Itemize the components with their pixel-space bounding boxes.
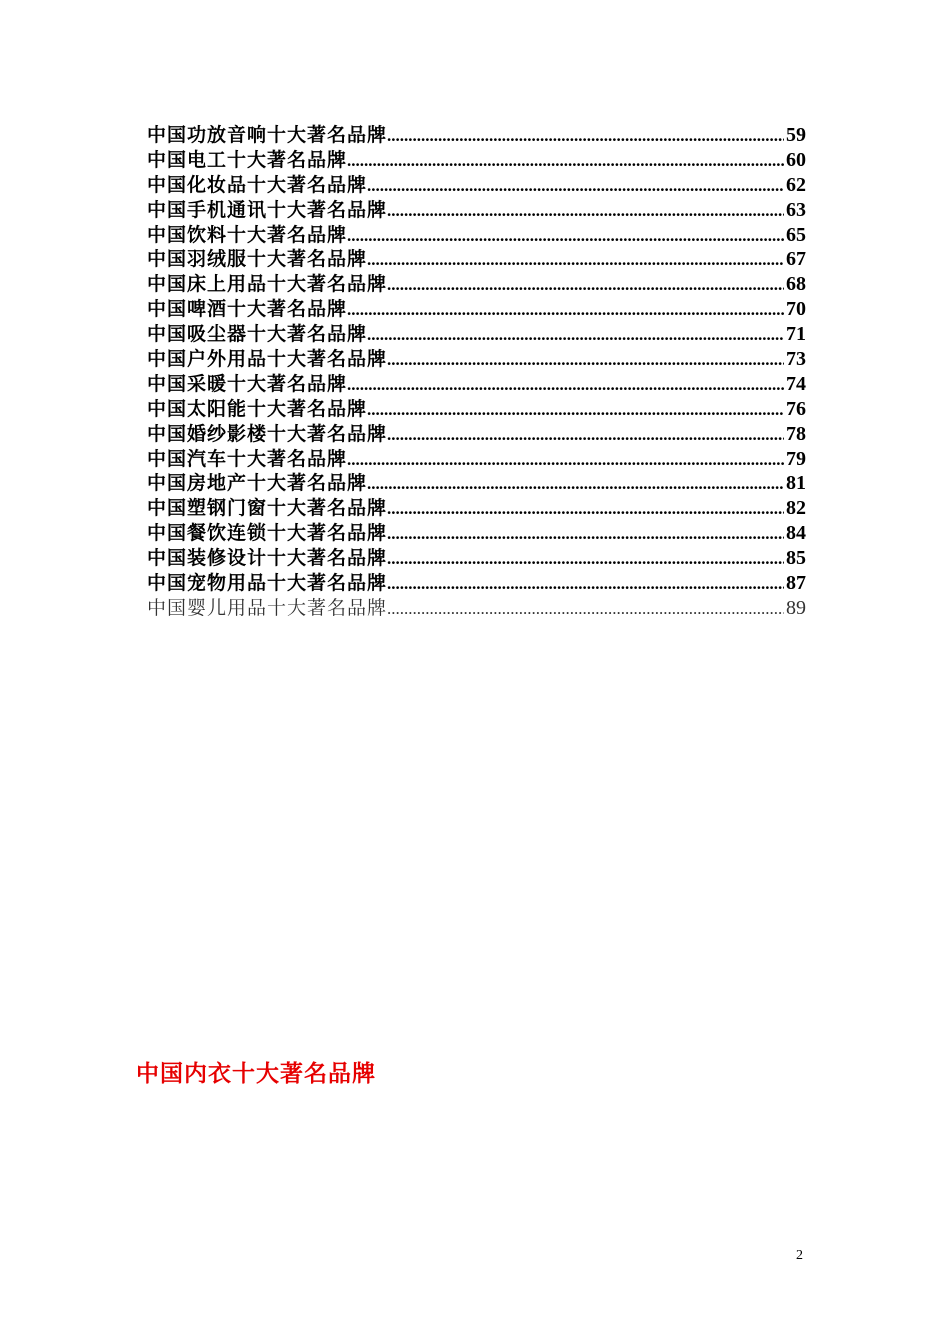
toc-dot-leader (387, 423, 784, 447)
toc-entry-page: 59 (786, 124, 806, 146)
toc-entry-page: 73 (786, 348, 806, 371)
toc-entry[interactable] (147, 173, 806, 198)
toc-entry-page: 62 (786, 173, 806, 196)
toc-entry-page: 74 (786, 372, 806, 395)
toc-entry-page: 87 (786, 572, 806, 595)
toc-entry[interactable] (147, 198, 806, 223)
toc-entry-title: 中国羽绒服十大著名品牌 (147, 248, 368, 271)
toc-dot-leader (367, 323, 784, 347)
toc-entry-title: 中国餐饮连锁十大著名品牌 (147, 522, 388, 545)
toc-entry[interactable] (147, 123, 806, 148)
toc-entry-page: 68 (786, 273, 806, 296)
toc-entry-title: 中国啤酒十大著名品牌 (147, 298, 348, 321)
toc-dot-leader (367, 248, 784, 272)
toc-entry-title: 中国化妆品十大著名品牌 (147, 173, 368, 196)
toc-entry-title: 中国手机通讯十大著名品牌 (147, 198, 388, 221)
toc-entry[interactable] (147, 347, 806, 372)
toc-entry-title: 中国太阳能十大著名品牌 (147, 397, 368, 420)
toc-entry[interactable] (147, 297, 806, 322)
toc-entry[interactable] (147, 596, 806, 621)
toc-entry[interactable] (147, 471, 806, 496)
toc-dot-leader (387, 547, 784, 571)
toc-entry-page: 70 (786, 298, 806, 321)
toc-entry[interactable] (147, 546, 806, 571)
toc-entry-title: 中国汽车十大著名品牌 (147, 447, 348, 470)
toc-entry[interactable] (147, 223, 806, 248)
toc-entry-page: 65 (786, 223, 806, 246)
toc-dot-leader (347, 373, 784, 397)
table-of-contents (147, 123, 806, 621)
toc-entry-page: 79 (786, 447, 806, 470)
toc-entry[interactable] (147, 397, 806, 422)
toc-entry-title: 中国婚纱影楼十大著名品牌 (147, 422, 388, 445)
toc-dot-leader (347, 224, 784, 248)
toc-entry-title: 中国吸尘器十大著名品牌 (147, 323, 368, 346)
toc-entry[interactable] (147, 247, 806, 272)
toc-entry[interactable] (147, 322, 806, 347)
toc-dot-leader (387, 273, 784, 297)
toc-entry-page: 89 (786, 596, 806, 619)
toc-entry[interactable] (147, 521, 806, 546)
page-number: 2 (796, 1248, 803, 1263)
toc-dot-leader (367, 472, 784, 496)
toc-dot-leader (347, 149, 784, 173)
toc-entry-page: 63 (786, 198, 806, 221)
toc-entry-page: 78 (786, 422, 806, 445)
toc-entry-page: 85 (786, 547, 806, 570)
toc-entry-page: 67 (786, 248, 806, 271)
toc-entry[interactable] (147, 372, 806, 397)
toc-entry-title: 中国饮料十大著名品牌 (147, 223, 348, 246)
toc-dot-leader (387, 124, 784, 148)
toc-entry[interactable] (147, 496, 806, 521)
toc-entry[interactable] (147, 148, 806, 173)
toc-dot-leader (347, 448, 784, 472)
toc-entry-title: 中国房地产十大著名品牌 (147, 472, 368, 495)
toc-dot-leader (367, 398, 784, 422)
toc-entry-title: 中国宠物用品十大著名品牌 (147, 572, 388, 595)
toc-entry-page: 76 (786, 397, 806, 420)
toc-entry-page: 81 (786, 472, 806, 495)
toc-entry-page: 84 (786, 522, 806, 545)
toc-entry-title: 中国婴儿用品十大著名品牌 (147, 596, 388, 619)
toc-entry[interactable] (147, 272, 806, 297)
toc-entry-title: 中国电工十大著名品牌 (147, 148, 348, 171)
toc-entry-title: 中国塑钢门窗十大著名品牌 (147, 497, 388, 520)
toc-entry-title: 中国采暖十大著名品牌 (147, 372, 348, 395)
toc-entry-page: 82 (786, 497, 806, 520)
toc-entry-title: 中国床上用品十大著名品牌 (147, 273, 388, 296)
toc-dot-leader (387, 199, 784, 223)
toc-dot-leader (367, 174, 784, 198)
section-heading: 中国内衣十大著名品牌 (136, 1060, 376, 1087)
toc-dot-leader (387, 522, 784, 546)
toc-dot-leader (347, 298, 784, 322)
toc-entry-title: 中国装修设计十大著名品牌 (147, 547, 388, 570)
toc-entry[interactable] (147, 571, 806, 596)
toc-entry-page: 60 (786, 148, 806, 171)
toc-entry-page: 71 (786, 323, 806, 346)
toc-entry-title: 中国户外用品十大著名品牌 (147, 348, 388, 371)
toc-entry[interactable] (147, 422, 806, 447)
toc-entry-title: 中国功放音响十大著名品牌 (147, 124, 388, 146)
toc-dot-leader (387, 597, 784, 621)
toc-dot-leader (387, 497, 784, 521)
toc-dot-leader (387, 572, 784, 596)
toc-entry[interactable] (147, 447, 806, 472)
toc-dot-leader (387, 348, 784, 372)
